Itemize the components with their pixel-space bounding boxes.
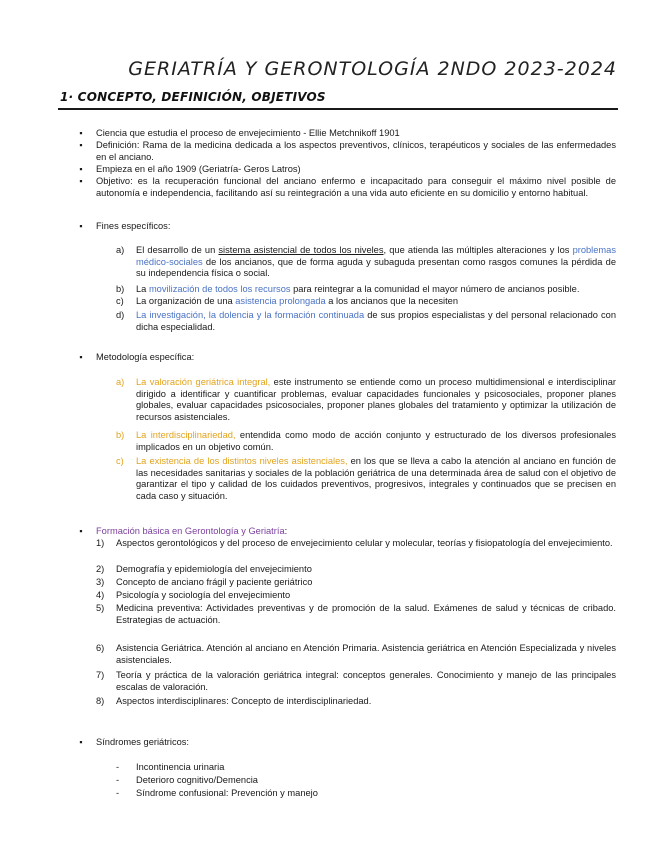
fines-label: Fines específicos: bbox=[96, 221, 171, 231]
formacion-item: Medicina preventiva: Actividades preventivas y de promoción de la salud. Exámenes de salud y técnicas de cribado. Estrategias de actuación. bbox=[116, 603, 616, 625]
bullet: ▪ bbox=[79, 737, 83, 747]
formacion-label: Formación básica en Gerontología y Geriatría: bbox=[96, 526, 288, 536]
sindromes-label: Síndromes geriátricos: bbox=[96, 737, 190, 747]
document-title: GERIATRÍA Y GERONTOLOGÍA 2NDO 2023-2024 bbox=[128, 58, 617, 80]
fines-item-d: La investigación, la dolencia y la formación continuada de sus propios especialistas y del personal relacionado con dicha especialidad. bbox=[136, 310, 616, 332]
metodologia-item-b: La interdisciplinariedad, entendida como modo de acción conjunto y estructurado de los diversos profesionales implicados en un objetivo común. bbox=[136, 430, 616, 452]
metodologia-item-c: La existencia de los distintos niveles asistenciales, en los que se lleva a cabo la atención al anciano en función de las necesidades sanitarias y sociales de la población geriátrica de una determinada área de salud con el objetivo de garantizar el tipo y calidad de los cuidados preventivos, progresivos, integrales y continuados que se precisen en cada caso y situación. bbox=[136, 456, 616, 501]
sindrome-item: Incontinencia urinaria bbox=[136, 762, 225, 772]
sindrome-item: Síndrome confusional: Prevención y manejo bbox=[136, 788, 318, 798]
bullet: ▪ bbox=[79, 176, 83, 186]
bullet: ▪ bbox=[79, 526, 83, 536]
fines-item-b: La movilización de todos los recursos para reintegrar a la comunidad el mayor número de ancianos posible. bbox=[136, 284, 580, 294]
list-marker: a) bbox=[116, 245, 125, 255]
list-marker: d) bbox=[116, 310, 125, 320]
numbered-marker: 6) bbox=[96, 643, 105, 653]
numbered-marker: 3) bbox=[96, 577, 105, 587]
bullet: ▪ bbox=[79, 352, 83, 362]
numbered-marker: 5) bbox=[96, 603, 105, 613]
bullet: ▪ bbox=[79, 140, 83, 150]
metodologia-label: Metodología específica: bbox=[96, 352, 195, 362]
list-marker: c) bbox=[116, 456, 124, 466]
fines-item-a: El desarrollo de un sistema asistencial de todos los niveles, que atienda las múltiples alteraciones y los problemas médico-sociales de los ancianos, que de forma aguda y subaguda presentan como rasgos comunes la pérdida de su independencia física o social. bbox=[136, 245, 616, 279]
intro-item: Definición: Rama de la medicina dedicada a los aspectos preventivos, clínicos, terapéuticos y sociales de las enfermedades en el anciano. bbox=[96, 140, 616, 162]
dash-marker: - bbox=[116, 762, 120, 772]
formacion-item: Psicología y sociología del envejecimiento bbox=[116, 590, 291, 600]
numbered-marker: 8) bbox=[96, 696, 105, 706]
formacion-item: Aspectos interdisciplinares: Concepto de interdisciplinariedad. bbox=[116, 696, 372, 706]
list-marker: c) bbox=[116, 296, 124, 306]
fines-item-c: La organización de una asistencia prolongada a los ancianos que la necesiten bbox=[136, 296, 459, 306]
dash-marker: - bbox=[116, 788, 120, 798]
bullet: ▪ bbox=[79, 221, 83, 231]
formacion-item: Demografía y epidemiología del envejecimiento bbox=[116, 564, 312, 574]
section-heading-text: 1· CONCEPTO, DEFINICIÓN, OBJETIVOS bbox=[60, 90, 326, 104]
formacion-item: Concepto de anciano frágil y paciente geriátrico bbox=[116, 577, 313, 587]
intro-item: Ciencia que estudia el proceso de envejecimiento - Ellie Metchnikoff 1901 bbox=[96, 128, 400, 138]
metodologia-item-a: La valoración geriátrica integral, este instrumento se entiende como un proceso multidimensional e interdisciplinar dirigido a identificar y cuantificar problemas, evaluar capacidades funcionales y psicosociales, proponer planes globales, evaluar capacidades psicosociales, proponer planes globales del tratamiento y optimizar la utilización de recursos asistenciales. bbox=[136, 377, 616, 422]
formacion-item: Aspectos gerontológicos y del proceso de envejecimiento celular y molecular, teorías y fisiopatología del envejecimiento. bbox=[116, 538, 613, 548]
list-marker: a) bbox=[116, 377, 125, 387]
intro-item: Empieza en el año 1909 (Geriatría- Geros Latros) bbox=[96, 164, 301, 174]
dash-marker: - bbox=[116, 775, 120, 785]
numbered-marker: 2) bbox=[96, 564, 105, 574]
numbered-marker: 4) bbox=[96, 590, 105, 600]
numbered-marker: 7) bbox=[96, 670, 105, 680]
list-marker: b) bbox=[116, 284, 125, 294]
bullet: ▪ bbox=[79, 128, 83, 138]
formacion-item: Teoría y práctica de la valoración geriátrica integral: conceptos generales. Conocimiento y manejo de las principales escalas de valoración. bbox=[116, 670, 616, 692]
section-heading bbox=[58, 86, 618, 110]
list-marker: b) bbox=[116, 430, 125, 440]
intro-item: Objetivo: es la recuperación funcional del anciano enfermo e incapacitado para conseguir el máximo nivel posible de autonomía e independencia, facilitando así su reintegración a una vida auto eficiente en su domicilio y entorno habitual. bbox=[96, 176, 616, 198]
sindrome-item: Deterioro cognitivo/Demencia bbox=[136, 775, 258, 785]
numbered-marker: 1) bbox=[96, 538, 105, 548]
formacion-item: Asistencia Geriátrica. Atención al anciano en Atención Primaria. Asistencia geriátrica en Atención Especializada y niveles asistenciales. bbox=[116, 643, 616, 665]
bullet: ▪ bbox=[79, 164, 83, 174]
